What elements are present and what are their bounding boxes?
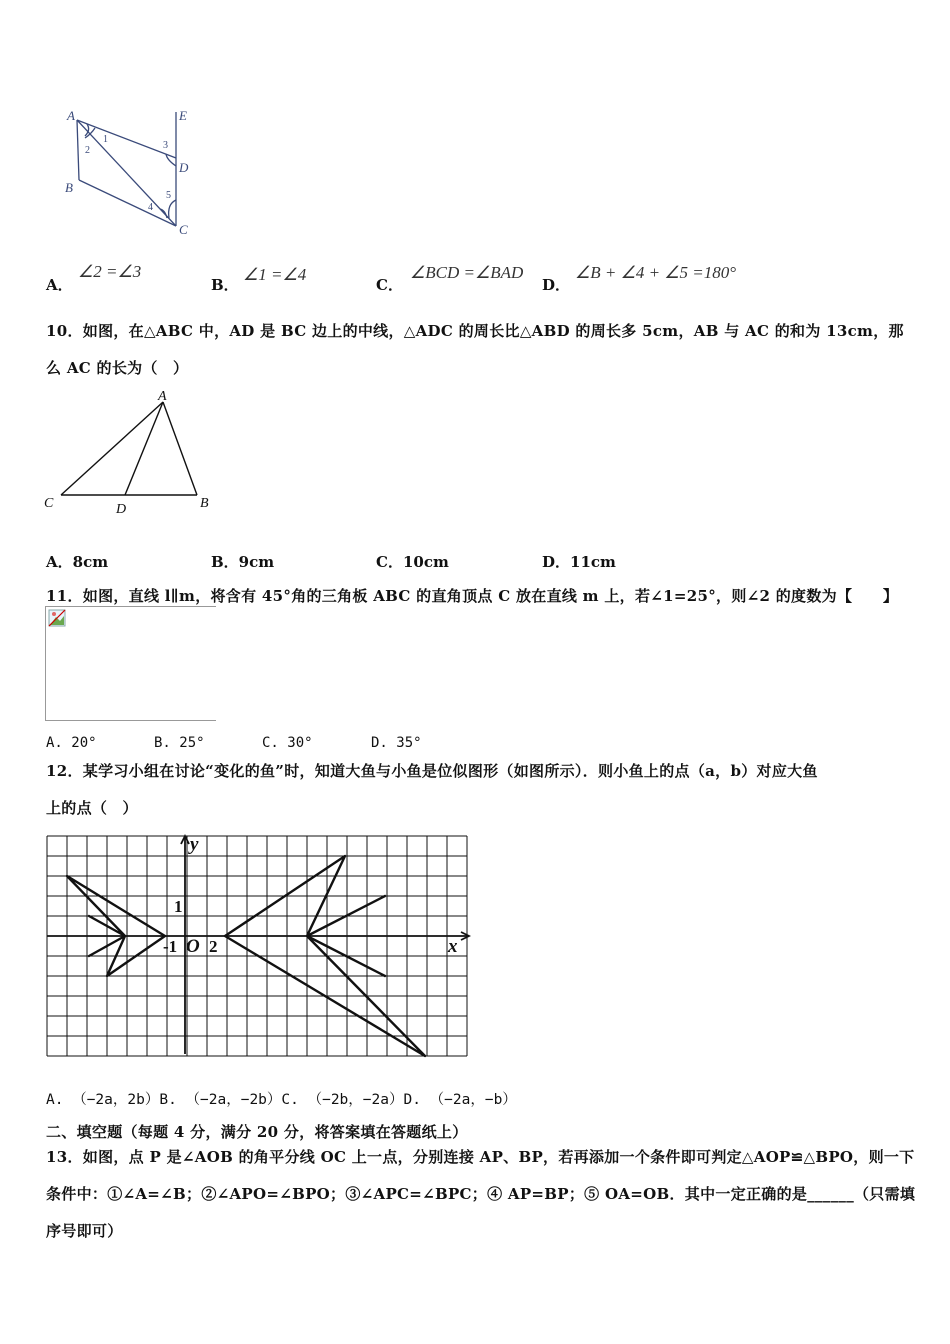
q12-stem-line2: 上的点（ ）	[46, 799, 138, 817]
q10-option-c: C．10cm	[376, 553, 449, 571]
q11-option-c: C. 30°	[262, 735, 313, 751]
q10-option-d: D．11cm	[542, 553, 616, 571]
q10-label-d: D	[116, 502, 127, 517]
q9-label-e: E	[179, 108, 187, 123]
q9-segment-ad	[77, 120, 176, 158]
q11-option-b: B. 25°	[154, 735, 205, 751]
q10-figure	[40, 385, 220, 520]
q9-segment-bc	[79, 180, 176, 226]
q12-tick-2: 2	[209, 937, 218, 956]
q10-label-b: B	[200, 496, 209, 511]
q13-stem-line2: 条件中：①∠A=∠B；②∠APO=∠BPO；③∠APC=∠BPC；④ AP=BP；⑤ OA=OB．其中一定正确的是______（只需填	[46, 1185, 916, 1203]
q9-option-b-letter: B．	[211, 276, 239, 294]
q11-option-a: A. 20°	[46, 735, 97, 751]
q9-angle-4: 4	[148, 202, 153, 213]
q10-option-b: B．9cm	[211, 553, 275, 571]
q10-label-c: C	[44, 496, 54, 511]
q9-segment-ab	[77, 120, 79, 180]
q9-label-b: B	[65, 180, 73, 195]
q9-diagonal-ac	[77, 120, 176, 226]
q12-options: A. （−2a，2b）B. （−2a，−2b）C. （−2b，−2a）D. （−2a，−b）	[46, 1092, 517, 1108]
q9-angle-3: 3	[163, 140, 168, 151]
q9-label-a: A	[67, 108, 75, 123]
q9-option-d-letter: D．	[542, 276, 571, 294]
q9-figure	[55, 100, 205, 240]
q10-stem-line1: 10．如图，在△ABC 中，AD 是 BC 边上的中线，△ADC 的周长比△ABD 的周长多 5cm，AB 与 AC 的和为 13cm，那	[46, 322, 904, 340]
q11-option-d: D. 35°	[371, 735, 422, 751]
q10-stem-line2: 么 AC 的长为（ ）	[46, 359, 189, 377]
q9-option-c-expr: ∠BCD =∠BAD	[410, 263, 524, 282]
q12-axis-y-label: y	[190, 834, 199, 855]
q12-grid-figure	[45, 832, 471, 1058]
q9-option-a-letter: A．	[46, 276, 73, 294]
q9-option-b-expr: ∠1 =∠4	[243, 265, 307, 284]
q11-broken-image	[45, 606, 216, 721]
q12-tick-1: 1	[174, 897, 183, 916]
q9-label-d: D	[179, 160, 189, 175]
q9-option-d-expr: ∠B + ∠4 + ∠5 =180°	[575, 263, 737, 282]
q12-tick-minus1: -1	[163, 937, 178, 956]
q9-label-c: C	[179, 222, 188, 237]
q9-angle-1: 1	[103, 134, 108, 145]
q10-label-a: A	[158, 389, 167, 404]
q9-angle-5: 5	[166, 190, 171, 201]
q9-angle-2: 2	[85, 145, 90, 156]
section2-heading: 二、填空题（每题 4 分，满分 20 分，将答案填在答题纸上）	[46, 1123, 468, 1141]
q12-stem-line1: 12．某学习小组在讨论“变化的鱼”时，知道大鱼与小鱼是位似图形（如图所示）．则小鱼上的点（a，b）对应大鱼	[46, 762, 818, 780]
q13-stem-line1: 13．如图，点 P 是∠AOB 的角平分线 OC 上一点，分别连接 AP、BP，若再添加一个条件即可判定△AOP≌△BPO，则一下	[46, 1148, 915, 1166]
q12-origin-label: O	[186, 936, 200, 957]
q12-axis-x-label: x	[448, 936, 458, 957]
q10-option-a: A．8cm	[46, 553, 109, 571]
broken-image-icon	[48, 609, 66, 627]
q11-stem: 11．如图，直线 l∥m，将含有 45°角的三角板 ABC 的直角顶点 C 放在直线 m 上，若∠1=25°，则∠2 的度数为【 】	[46, 587, 899, 605]
q13-stem-line3: 序号即可）	[46, 1222, 123, 1240]
q9-option-a-expr: ∠2 =∠3	[78, 262, 142, 281]
q9-option-c-letter: C．	[376, 276, 403, 294]
